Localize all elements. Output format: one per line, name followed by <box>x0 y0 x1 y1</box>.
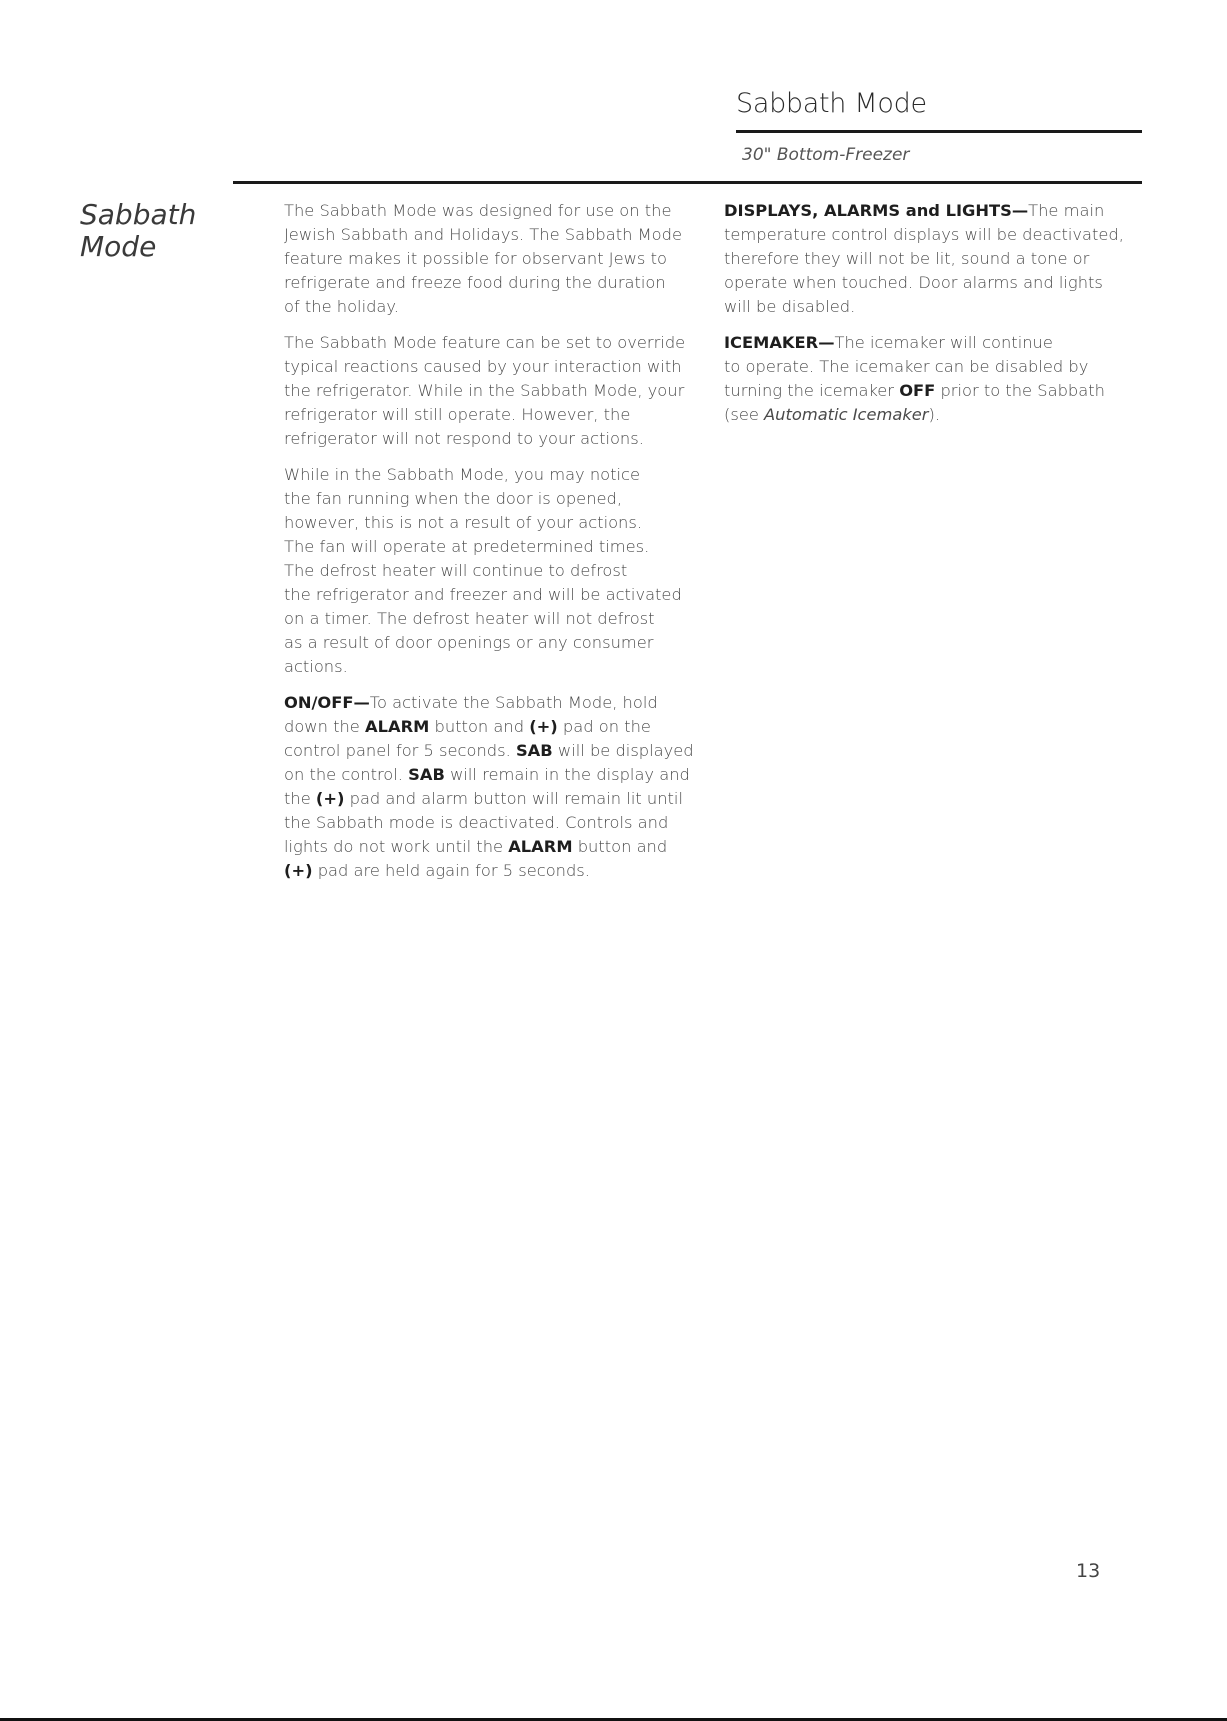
text-run: will remain in the display and <box>444 765 690 784</box>
text-line: operate when touched. Door alarms and lights <box>724 273 1103 292</box>
term-plus-pad: (+) <box>284 861 313 880</box>
text-run: pad are held again for 5 seconds. <box>312 861 590 880</box>
text-line: Jewish Sabbath and Holidays. The Sabbath Mode <box>284 225 682 244</box>
paragraph-intro <box>284 199 712 319</box>
text-run: lights do not work until the <box>284 837 509 856</box>
text-line <box>284 739 712 763</box>
text-line: on a timer. The defrost heater will not defrost <box>284 609 655 628</box>
paragraph-on-off <box>284 691 712 883</box>
text-line: the refrigerator and freezer and will be activated <box>284 585 682 604</box>
text-line: The defrost heater will continue to defrost <box>284 561 628 580</box>
term-sab: SAB <box>515 741 553 760</box>
text-line <box>284 763 712 787</box>
section-heading-line: Mode <box>80 230 157 263</box>
text-line: The fan will operate at predetermined times. <box>284 537 650 556</box>
text-line <box>284 691 712 715</box>
text-run: button and <box>429 717 530 736</box>
text-run: control panel for 5 seconds. <box>284 741 516 760</box>
text-line <box>284 835 712 859</box>
paragraph-fan-defrost <box>284 463 712 679</box>
term-icemaker: ICEMAKER— <box>724 333 835 352</box>
text-line: therefore they will not be lit, sound a tone or <box>724 249 1090 268</box>
text-line: will be disabled. <box>724 297 856 316</box>
text-run: down the <box>284 717 366 736</box>
paragraph-icemaker <box>724 331 1142 427</box>
term-displays-alarms-lights: DISPLAYS, ALARMS and LIGHTS— <box>724 201 1029 220</box>
text-line: the fan running when the door is opened, <box>284 489 623 508</box>
text-line <box>284 715 712 739</box>
term-plus-pad: (+) <box>315 789 345 808</box>
term-plus-pad: (+) <box>529 717 558 736</box>
text-run: The main <box>1028 201 1105 220</box>
text-run: button and <box>572 837 668 856</box>
text-run: the <box>284 789 316 808</box>
text-run: prior to the Sabbath <box>935 381 1105 400</box>
text-line: refrigerator will still operate. However, the <box>284 405 631 424</box>
section-heading-line: Sabbath <box>80 198 197 231</box>
text-run: will be displayed <box>552 741 694 760</box>
text-run: pad and alarm button will remain lit until <box>344 789 683 808</box>
text-line: however, this is not a result of your actions. <box>284 513 643 532</box>
text-run: on the control. <box>284 765 409 784</box>
text-line <box>284 859 712 883</box>
text-line: as a result of door openings or any consumer <box>284 633 654 652</box>
content-divider <box>233 181 1142 184</box>
cross-reference-automatic-icemaker: Automatic Icemaker <box>764 405 929 424</box>
text-line: the refrigerator. While in the Sabbath Mode, your <box>284 381 685 400</box>
section-heading <box>80 199 230 263</box>
left-text-column <box>284 199 712 895</box>
text-line: While in the Sabbath Mode, you may notice <box>284 465 641 484</box>
text-line <box>284 787 712 811</box>
text-line: The Sabbath Mode was designed for use on the <box>284 201 672 220</box>
header-divider <box>736 130 1142 133</box>
text-run: The icemaker will continue <box>834 333 1053 352</box>
page-number: 13 <box>1076 1560 1101 1582</box>
page-header-title: Sabbath Mode <box>736 88 927 119</box>
text-line <box>724 199 1142 223</box>
paragraph-override <box>284 331 712 451</box>
term-sab: SAB <box>408 765 445 784</box>
text-run: pad on the <box>557 717 651 736</box>
text-line: the Sabbath mode is deactivated. Controls and <box>284 813 669 832</box>
term-alarm: ALARM <box>365 717 430 736</box>
text-run: To activate the Sabbath Mode, hold <box>369 693 658 712</box>
text-line: of the holiday. <box>284 297 399 316</box>
term-on-off: ON/OFF— <box>284 693 370 712</box>
page-header-subtitle: 30" Bottom-Freezer <box>742 145 910 165</box>
term-off: OFF <box>899 381 936 400</box>
text-line: typical reactions caused by your interaction with <box>284 357 682 376</box>
paragraph-displays <box>724 199 1142 319</box>
text-run: (see <box>724 405 765 424</box>
text-line: actions. <box>284 657 348 676</box>
text-run: turning the icemaker <box>724 381 900 400</box>
text-line: The Sabbath Mode feature can be set to override <box>284 333 686 352</box>
text-line <box>724 379 1142 403</box>
text-run: ). <box>928 405 940 424</box>
text-line <box>724 331 1142 355</box>
text-line: to operate. The icemaker can be disabled by <box>724 357 1089 376</box>
text-line: refrigerator will not respond to your actions. <box>284 429 644 448</box>
text-line: refrigerate and freeze food during the duration <box>284 273 666 292</box>
text-line: feature makes it possible for observant Jews to <box>284 249 667 268</box>
text-line <box>724 403 1142 427</box>
term-alarm: ALARM <box>508 837 573 856</box>
text-line: temperature control displays will be deactivated, <box>724 225 1124 244</box>
right-text-column <box>724 199 1142 439</box>
